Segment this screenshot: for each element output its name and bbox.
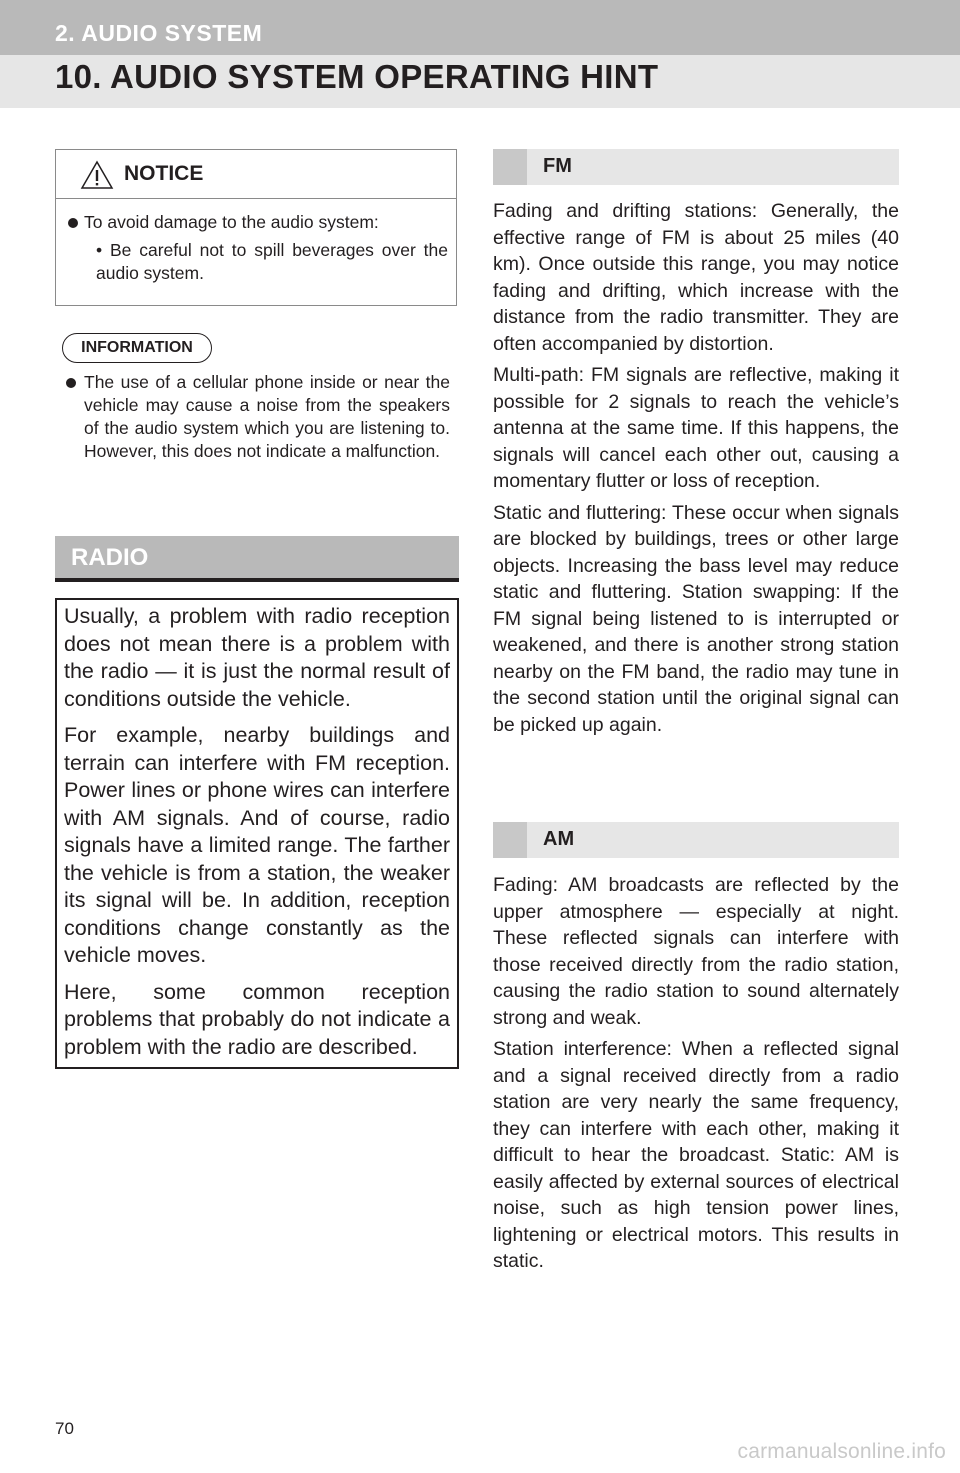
header-band [0, 0, 960, 108]
fm-paragraph: Static and fluttering: These occur when signals are blocked by buildings, trees or other large objects. Increasing the bass level may reduce static and fluttering. Station swapping: If the FM signal being listened to is interrupted or weakened, and there is another strong station nearby on the FM band, the radio may tune in the second station until the original signal can be picked up again. [493, 501, 899, 736]
radio-paragraph: For example, nearby buildings and terrain can interfere with FM reception. Power lines or phone wires can interfere with AM signals. And of course, radio signals have a limited range. The farther the vehicle is from a station, the weaker its signal will be. In addition, reception conditions change constantly as the vehicle moves. [64, 723, 450, 967]
radio-paragraph: Here, some common reception problems that probably do not indicate a problem with the radio are described. [64, 979, 450, 1059]
radio-heading: RADIO [71, 544, 149, 571]
notice-bullet-text: To avoid damage to the audio system: [84, 212, 379, 232]
notice-title: NOTICE [124, 162, 204, 185]
page-title: 10. AUDIO SYSTEM OPERATING HINT [55, 58, 659, 95]
heading-tab [493, 822, 527, 858]
fm-heading: FM [543, 155, 572, 177]
heading-tab [493, 149, 527, 185]
information-text: The use of a cellular phone inside or near the vehicle may cause a noise from the speakers of the audio system which you are listening to. However, this does not indicate a malfunction. [84, 372, 450, 461]
notice-bullet [56, 211, 456, 234]
fm-body [493, 198, 899, 743]
am-heading-bar [493, 822, 899, 858]
notice-box [55, 149, 457, 306]
fm-paragraph: Fading and drifting stations: Generally, the effective range of FM is about 25 miles (40 km). Once outside this range, you may notice fading and drifting, which increase with the distance from the radio transmitter. They are often accompanied by distortion. [493, 200, 899, 355]
page-number: 70 [55, 1419, 74, 1438]
am-paragraph: Fading: AM broadcasts are reflected by the upper atmosphere — especially at night. These reflected signals can interfere with those received directly from the radio station, causing the radio station to sound alternately strong and weak. [493, 874, 899, 1029]
warning-triangle-icon [80, 160, 114, 195]
radio-description-box [55, 598, 459, 1069]
notice-sub-text: • Be careful not to spill beverages over the audio system. [96, 240, 448, 283]
bullet-icon [68, 218, 78, 228]
am-body [493, 872, 899, 1280]
notice-sub-item [56, 239, 456, 285]
radio-paragraph: Usually, a problem with radio reception does not mean there is a problem with the radio — it is just the normal result of conditions outside the vehicle. [64, 604, 450, 711]
bullet-icon [66, 378, 76, 388]
information-bullet [66, 371, 450, 463]
fm-paragraph: Multi-path: FM signals are reflective, making it possible for 2 signals to reach the vehicle’s antenna at the same time. If this happens, the signals will cancel each other out, causing a momentary flutter or loss of reception. [493, 364, 899, 492]
information-label: INFORMATION [62, 333, 212, 363]
notice-header [56, 150, 456, 199]
fm-heading-bar [493, 149, 899, 185]
am-paragraph: Station interference: When a reflected signal and a signal received directly from a radio station are very nearly the same frequency, they can interfere with each other, making it difficult to hear the broadcast. Static: AM is easily affected by external sources of electrical noise, such as high tension power lines, lightening or electrical motors. This results in static. [493, 1038, 899, 1272]
section-label: 2. AUDIO SYSTEM [55, 20, 263, 46]
watermark[interactable]: carmanualsonline.info [737, 1440, 946, 1463]
radio-heading-bar [55, 536, 459, 582]
am-heading: AM [543, 828, 575, 850]
